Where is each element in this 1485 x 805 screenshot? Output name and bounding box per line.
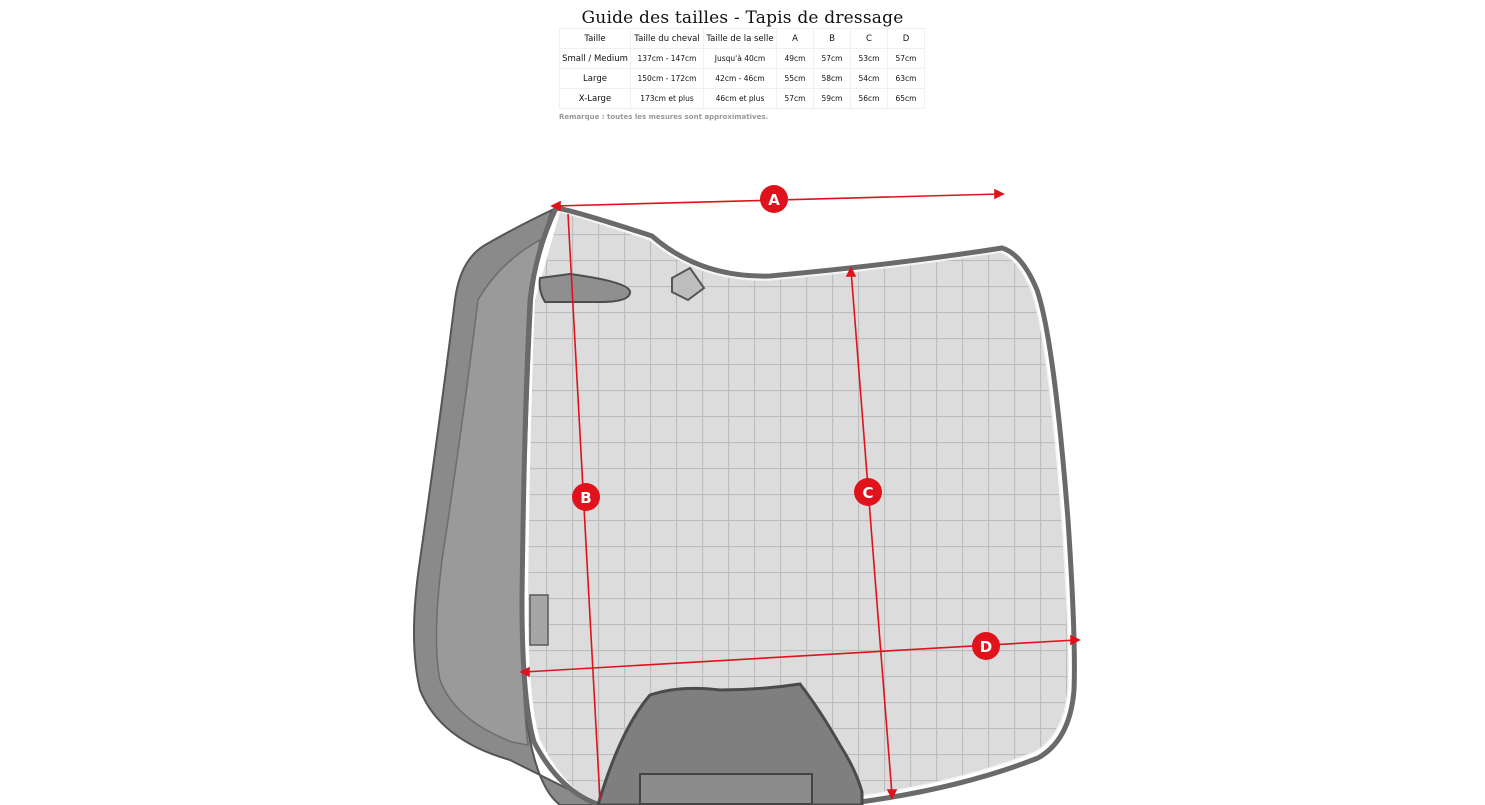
- arrowhead: [1071, 636, 1079, 644]
- table-cell: 150cm - 172cm: [631, 69, 704, 89]
- side-brand-tag: [530, 595, 548, 645]
- header-taille: Taille: [560, 29, 631, 49]
- table-cell: 57cm: [814, 49, 851, 69]
- table-cell: 57cm: [888, 49, 925, 69]
- marker-b: [572, 483, 600, 511]
- table-cell: Small / Medium: [560, 49, 631, 69]
- header-c: C: [851, 29, 888, 49]
- header-taille-selle: Taille de la selle: [704, 29, 777, 49]
- marker-a-label: A: [768, 191, 780, 209]
- brand-label-patch: [640, 774, 812, 804]
- header-taille-cheval: Taille du cheval: [631, 29, 704, 49]
- marker-a: [760, 185, 788, 213]
- table-cell: 63cm: [888, 69, 925, 89]
- table-cell: 65cm: [888, 89, 925, 109]
- header-a: A: [777, 29, 814, 49]
- table-cell: 54cm: [851, 69, 888, 89]
- page-title: Guide des tailles - Tapis de dressage: [581, 8, 904, 28]
- table-cell: 137cm - 147cm: [631, 49, 704, 69]
- table-cell: 46cm et plus: [704, 89, 777, 109]
- marker-d-label: D: [979, 638, 993, 656]
- table-cell: 49cm: [777, 49, 814, 69]
- table-cell: 53cm: [851, 49, 888, 69]
- table-cell: 173cm et plus: [631, 89, 704, 109]
- approximate-measurements-note: Remarque : toutes les mesures sont approximatives.: [559, 113, 769, 121]
- table-cell: 56cm: [851, 89, 888, 109]
- marker-b-label: B: [580, 489, 592, 507]
- table-cell: 42cm - 46cm: [704, 69, 777, 89]
- header-b: B: [814, 29, 851, 49]
- table-cell: 59cm: [814, 89, 851, 109]
- marker-c: [854, 478, 882, 506]
- arrowhead: [995, 190, 1003, 198]
- table-cell: 57cm: [777, 89, 814, 109]
- table-cell: X-Large: [560, 89, 631, 109]
- header-d: D: [888, 29, 925, 49]
- table-cell: Large: [560, 69, 631, 89]
- table-cell: 55cm: [777, 69, 814, 89]
- table-cell: Jusqu'à 40cm: [704, 49, 777, 69]
- marker-c-label: C: [862, 484, 874, 502]
- marker-d: [972, 632, 1000, 660]
- table-cell: 58cm: [814, 69, 851, 89]
